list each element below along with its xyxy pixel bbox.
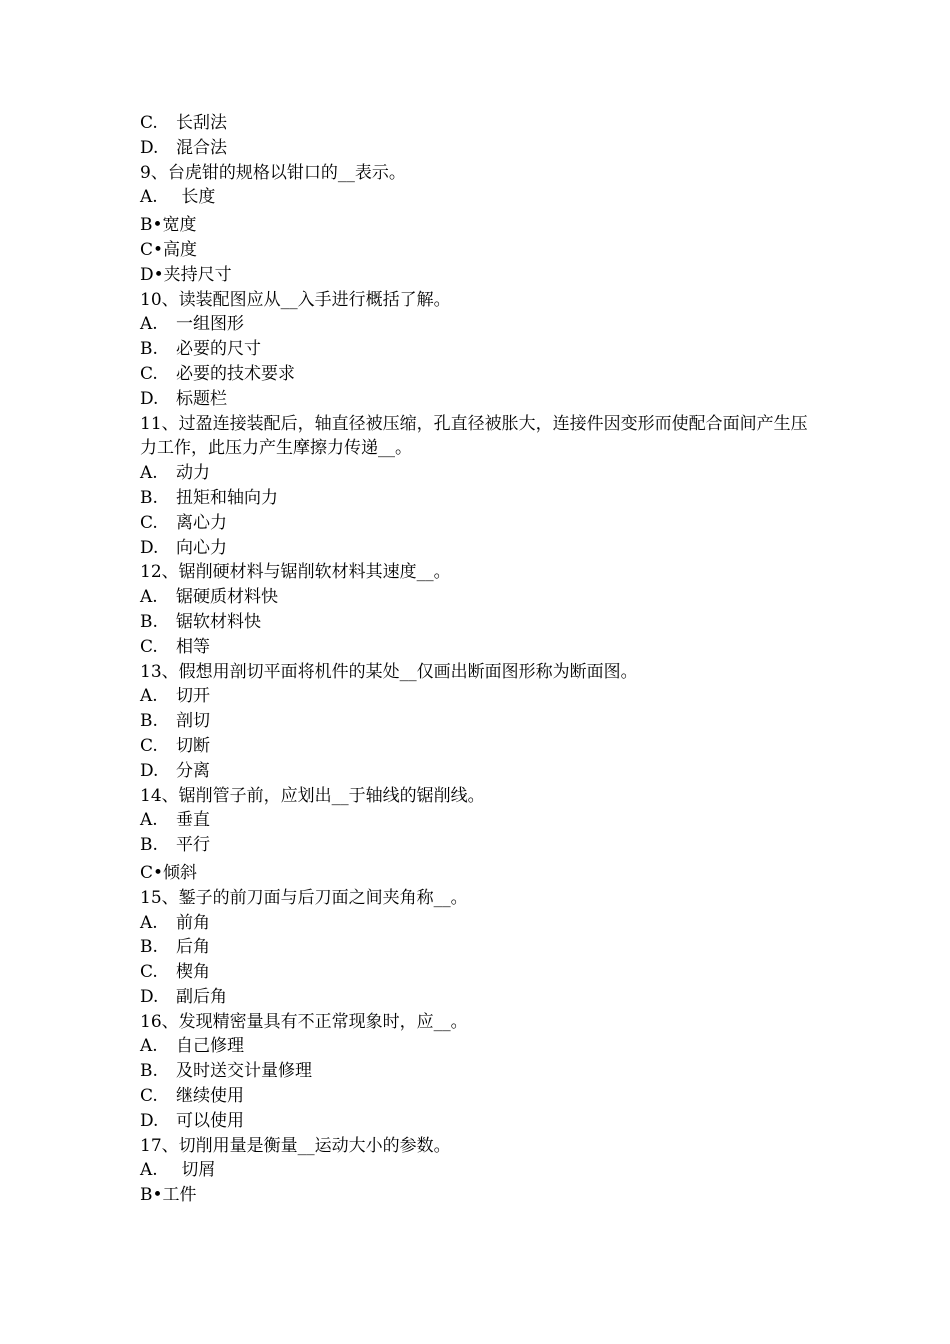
option-text: 切屑 [176,1160,216,1181]
question-text: 9、台虎钳的规格以钳口的__表示。 [140,162,406,183]
answer-option [140,585,820,610]
option-label: C. [140,512,158,533]
option-text: 长刮法 [176,113,227,133]
option-text: 剖切 [176,711,210,732]
option-text: 切开 [176,686,210,707]
option-label: B. [140,487,158,508]
question-text: 12、锯削硬材料与锯削软材料其速度__。 [140,562,451,583]
option-text: 锯硬质材料快 [176,587,278,608]
option-label: A. [140,187,158,208]
answer-option [140,111,820,136]
option-label: C. [140,363,158,384]
option-label: D. [140,388,159,409]
answer-option: D•夹持尺寸 [140,264,232,285]
option-text: 切断 [176,735,210,756]
question-text: 11、过盈连接装配后，轴直径被压缩，孔直径被胀大，连接件因变形而使配合面间产生压力工作，此压力产生摩擦力传递__。 [140,413,808,459]
answer-option [140,1084,820,1109]
option-label: C. [140,636,158,657]
option-text: 后角 [176,937,210,958]
option-label: A. [140,686,158,707]
option-label: C. [140,113,158,133]
option-label: D. [140,986,159,1007]
option-label: A. [140,587,158,608]
option-text: 楔角 [176,962,210,983]
option-label: B. [140,937,158,958]
option-text: 动力 [176,463,210,484]
answer-option: B•工件 [140,1185,197,1206]
option-label: C. [140,1086,158,1107]
option-label: C. [140,735,158,756]
option-text: 及时送交计量修理 [176,1061,312,1082]
answer-option [140,635,820,660]
option-label: A. [140,1036,158,1057]
answer-option [140,1109,820,1134]
question-text: 17、切削用量是衡量__运动大小的参数。 [140,1135,451,1156]
answer-option: C•高度 [140,239,198,260]
option-text: 继续使用 [176,1086,244,1107]
answer-option [140,536,820,561]
option-text: 自己修理 [176,1036,244,1057]
option-text: 垂直 [176,810,210,831]
option-text: 标题栏 [176,388,227,409]
option-label: A. [140,314,158,335]
answer-option [140,185,820,210]
answer-option [140,486,820,511]
option-text: 平行 [176,835,210,856]
answer-option [140,136,820,161]
option-label: A. [140,912,158,933]
option-text: 分离 [176,760,210,781]
option-label: A. [140,1160,158,1181]
question-text: 10、读装配图应从__入手进行概括了解。 [140,289,451,310]
answer-option [140,684,820,709]
answer-option [140,461,820,486]
answer-option [140,759,820,784]
option-label: D. [140,1110,159,1131]
answer-option [140,833,820,858]
answer-option [140,734,820,759]
answer-option [140,985,820,1010]
option-text: 可以使用 [176,1110,244,1131]
option-label: C. [140,962,158,983]
answer-option [140,387,820,412]
option-text: 必要的技术要求 [176,363,295,384]
answer-option [140,511,820,536]
answer-option [140,337,820,362]
option-label: B. [140,339,158,360]
question-text: 13、假想用剖切平面将机件的某处__仅画出断面图形称为断面图。 [140,661,638,682]
option-label: A. [140,463,158,484]
option-text: 向心力 [176,537,227,558]
option-label: B. [140,835,158,856]
option-label: D. [140,137,159,158]
document-body [140,111,820,1208]
option-text: 离心力 [176,512,227,533]
option-text: 混合法 [176,137,227,158]
answer-option [140,312,820,337]
question-text: 16、发现精密量具有不正常现象时，应__。 [140,1011,468,1032]
option-label: B. [140,711,158,732]
answer-option [140,808,820,833]
answer-option [140,935,820,960]
answer-option [140,1059,820,1084]
option-text: 锯软材料快 [176,611,261,632]
option-label: A. [140,810,158,831]
option-label: B. [140,1061,158,1082]
answer-option [140,362,820,387]
option-text: 必要的尺寸 [176,339,261,360]
option-text: 一组图形 [176,314,244,335]
answer-option: C•倾斜 [140,862,198,883]
option-label: D. [140,760,159,781]
question-text: 14、锯削管子前，应划出__于轴线的锯削线。 [140,785,485,806]
answer-option [140,1158,820,1183]
answer-option: B•宽度 [140,215,197,236]
answer-option [140,960,820,985]
option-text: 副后角 [176,986,227,1007]
option-text: 扭矩和轴向力 [176,487,278,508]
option-text: 前角 [176,912,210,933]
answer-option [140,1034,820,1059]
option-label: B. [140,611,158,632]
answer-option [140,911,820,936]
option-label: D. [140,537,159,558]
option-text: 相等 [176,636,210,657]
answer-option [140,610,820,635]
answer-option [140,709,820,734]
question-text: 15、錾子的前刀面与后刀面之间夹角称__。 [140,887,468,908]
option-text: 长度 [176,187,216,208]
